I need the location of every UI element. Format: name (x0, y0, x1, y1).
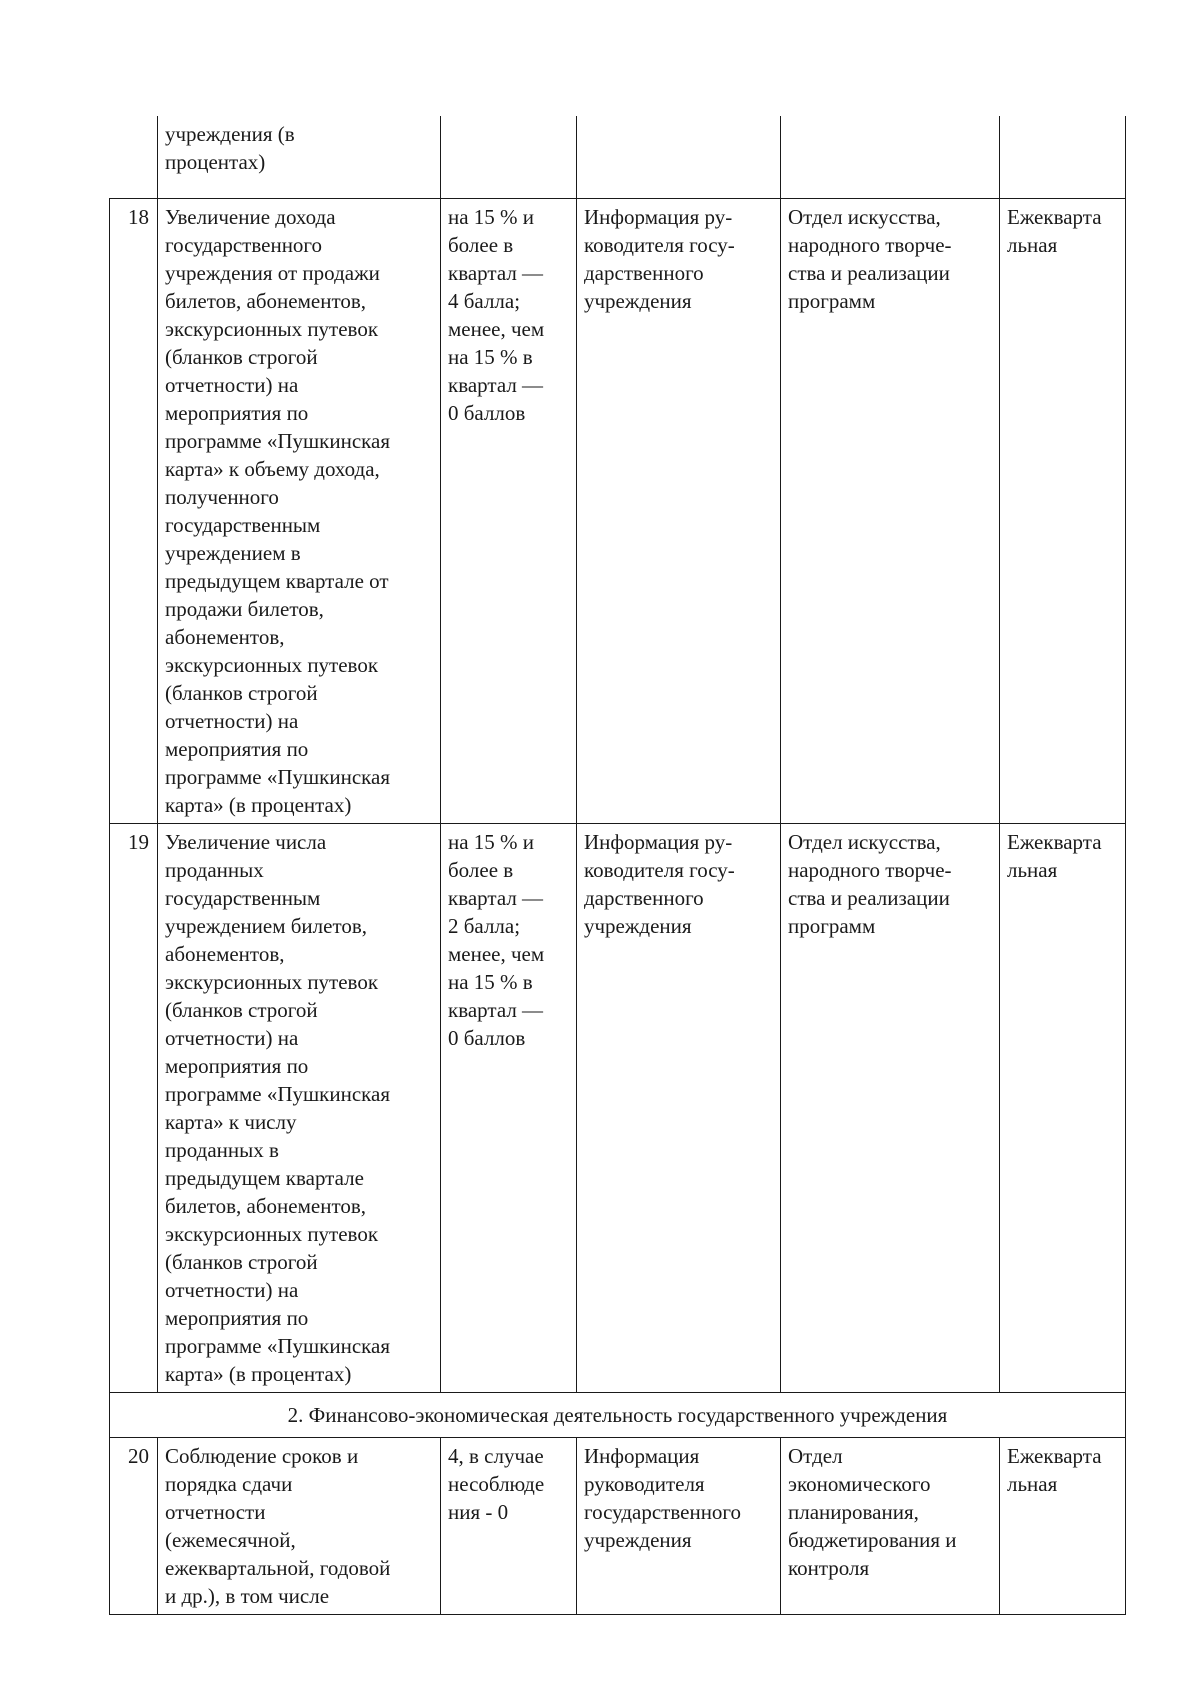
cell-source (577, 116, 781, 198)
cell-frequency: Ежекварта льная (1000, 198, 1126, 823)
cell-responsible: Отдел искусства, народного творче- ства и реализации программ (781, 823, 1000, 1392)
section-row (110, 1392, 1126, 1437)
cell-criterion: на 15 % и более в квартал — 4 балла; менее, чем на 15 % в квартал — 0 баллов (441, 198, 577, 823)
indicators-table (109, 116, 1126, 1615)
table-row (110, 1437, 1126, 1614)
cell-responsible: Отдел экономического планирования, бюджетирования и контроля (781, 1437, 1000, 1614)
table-row-continuation (110, 116, 1126, 198)
cell-indicator: учреждения (в процентах) (158, 116, 441, 198)
cell-indicator: Соблюдение сроков и порядка сдачи отчетности (ежемесячной, ежеквартальной, годовой и др.), в том числе (158, 1437, 441, 1614)
table-row (110, 198, 1126, 823)
cell-frequency: Ежекварта льная (1000, 823, 1126, 1392)
cell-responsible (781, 116, 1000, 198)
cell-num: 19 (110, 823, 158, 1392)
cell-indicator: Увеличение дохода государственного учреждения от продажи билетов, абонементов, экскурсионных путевок (бланков строгой отчетности) на мероприятия по программе «Пушкинская карта» к объему дохода, полученного государственным учреждением в предыдущем квартале от продажи билетов, абонементов, экскурсионных путевок (бланков строгой отчетности) на мероприятия по программе «Пушкинская карта» (в процентах) (158, 198, 441, 823)
cell-source: Информация ру- ководителя госу- дарственного учреждения (577, 823, 781, 1392)
cell-num: 18 (110, 198, 158, 823)
cell-num: 20 (110, 1437, 158, 1614)
cell-criterion: на 15 % и более в квартал — 2 балла; менее, чем на 15 % в квартал — 0 баллов (441, 823, 577, 1392)
cell-source: Информация руководителя государственного учреждения (577, 1437, 781, 1614)
cell-frequency (1000, 116, 1126, 198)
section-title: 2. Финансово-экономическая деятельность государственного учреждения (110, 1392, 1126, 1437)
cell-indicator: Увеличение числа проданных государственным учреждением билетов, абонементов, экскурсионных путевок (бланков строгой отчетности) на мероприятия по программе «Пушкинская карта» к числу проданных в предыдущем квартале билетов, абонементов, экскурсионных путевок (бланков строгой отчетности) на мероприятия по программе «Пушкинская карта» (в процентах) (158, 823, 441, 1392)
cell-responsible: Отдел искусства, народного творче- ства и реализации программ (781, 198, 1000, 823)
cell-source: Информация ру- ководителя госу- дарственного учреждения (577, 198, 781, 823)
cell-frequency: Ежекварта льная (1000, 1437, 1126, 1614)
cell-criterion (441, 116, 577, 198)
cell-num (110, 116, 158, 198)
cell-criterion: 4, в случае несоблюде ния - 0 (441, 1437, 577, 1614)
table-row (110, 823, 1126, 1392)
